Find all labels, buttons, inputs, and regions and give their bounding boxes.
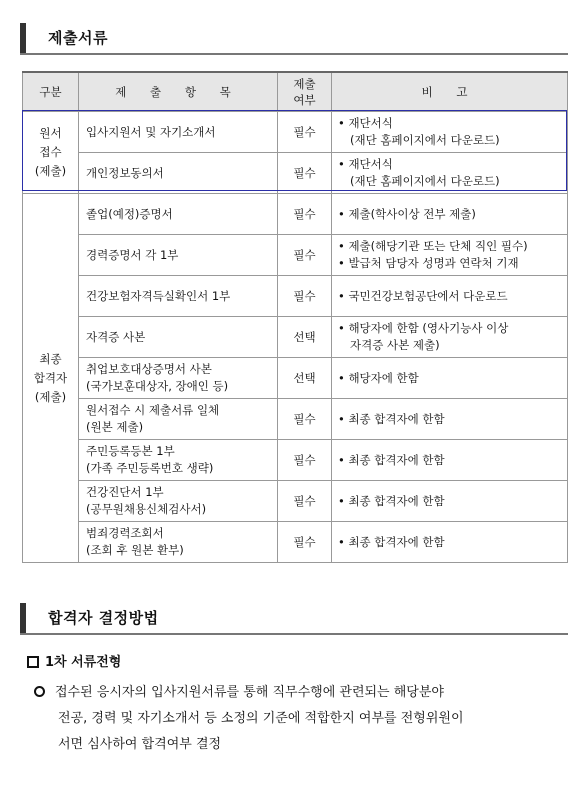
documents-table: [22, 71, 568, 563]
document-item: 입사지원서 및 자기소개서: [79, 112, 278, 153]
note-cell: • 최종 합격자에 한함: [332, 440, 568, 481]
section-marker-bar: [20, 23, 26, 53]
required-status: 필수: [278, 276, 332, 317]
section-header-selection: [20, 603, 568, 635]
table-row: [23, 522, 568, 563]
required-status: 필수: [278, 440, 332, 481]
table-row: [23, 112, 568, 153]
note-cell: • 국민건강보험공단에서 다운로드: [332, 276, 568, 317]
circle-bullet-icon: [34, 686, 45, 697]
required-status: 필수: [278, 194, 332, 235]
note-cell: • 최종 합격자에 한함: [332, 481, 568, 522]
note-cell: • 재단서식 (재단 홈페이지에서 다운로드): [332, 112, 568, 153]
document-item: 건강보험자격득실확인서 1부: [79, 276, 278, 317]
document-item: 주민등록등본 1부 (가족 주민등록번호 생략): [79, 440, 278, 481]
required-status: 필수: [278, 399, 332, 440]
document-item: 범죄경력조회서 (조회 후 원본 환부): [79, 522, 278, 563]
document-item: 졸업(예정)증명서: [79, 194, 278, 235]
paragraph-line: 서면 심사하여 합격여부 결정: [58, 737, 222, 752]
checkbox-square-icon: [27, 656, 39, 668]
header-category: 구분: [23, 72, 79, 112]
document-item: 원서접수 시 제출서류 일체 (원본 제출): [79, 399, 278, 440]
table-row: [23, 399, 568, 440]
header-required: 제출 여부: [278, 72, 332, 112]
table-row: [23, 481, 568, 522]
required-status: 선택: [278, 358, 332, 399]
note-cell: • 최종 합격자에 한함: [332, 399, 568, 440]
note-cell: • 재단서식 (재단 홈페이지에서 다운로드): [332, 153, 568, 194]
document-item: 건강진단서 1부 (공무원채용신체검사서): [79, 481, 278, 522]
header-item: 제 출 항 목: [79, 72, 278, 112]
subheading: [27, 651, 121, 670]
paragraph-line: 전공, 경력 및 자기소개서 등 소정의 기준에 적합한지 여부를 전형위원이: [58, 711, 464, 726]
table-row: [23, 235, 568, 276]
required-status: 필수: [278, 112, 332, 153]
note-cell: • 제출(해당기관 또는 단체 직인 필수) • 발급처 담당자 성명과 연락처 기재: [332, 235, 568, 276]
note-cell: • 해당자에 한함 (영사기능사 이상 자격증 사본 제출): [332, 317, 568, 358]
table-row: [23, 194, 568, 235]
required-status: 필수: [278, 481, 332, 522]
note-cell: • 해당자에 한함: [332, 358, 568, 399]
table-row: [23, 317, 568, 358]
final-passer-category: 최종 합격자 (제출): [23, 194, 79, 563]
section-header-documents: [20, 23, 568, 55]
table-row: [23, 153, 568, 194]
section-marker-bar: [20, 603, 26, 633]
section-title: 합격자 결정방법: [48, 609, 159, 627]
document-item: 자격증 사본: [79, 317, 278, 358]
required-status: 선택: [278, 317, 332, 358]
required-status: 필수: [278, 153, 332, 194]
selection-paragraph: [34, 680, 574, 758]
application-category: 원서 접수 (제출): [23, 112, 79, 194]
paragraph-line: 접수된 응시자의 입사지원서류를 통해 직무수행에 관련되는 해당분야: [55, 685, 444, 700]
document-item: 경력증명서 각 1부: [79, 235, 278, 276]
document-item: 취업보호대상증명서 사본 (국가보훈대상자, 장애인 등): [79, 358, 278, 399]
section-title: 제출서류: [48, 29, 108, 47]
subheading-text: 1차 서류전형: [45, 655, 122, 670]
table-row: [23, 358, 568, 399]
required-status: 필수: [278, 235, 332, 276]
note-cell: • 최종 합격자에 한함: [332, 522, 568, 563]
table-row: [23, 440, 568, 481]
table-header-row: [23, 72, 568, 112]
table-row: [23, 276, 568, 317]
header-notes: 비 고: [332, 72, 568, 112]
required-status: 필수: [278, 522, 332, 563]
document-item: 개인정보동의서: [79, 153, 278, 194]
note-cell: • 제출(학사이상 전부 제출): [332, 194, 568, 235]
